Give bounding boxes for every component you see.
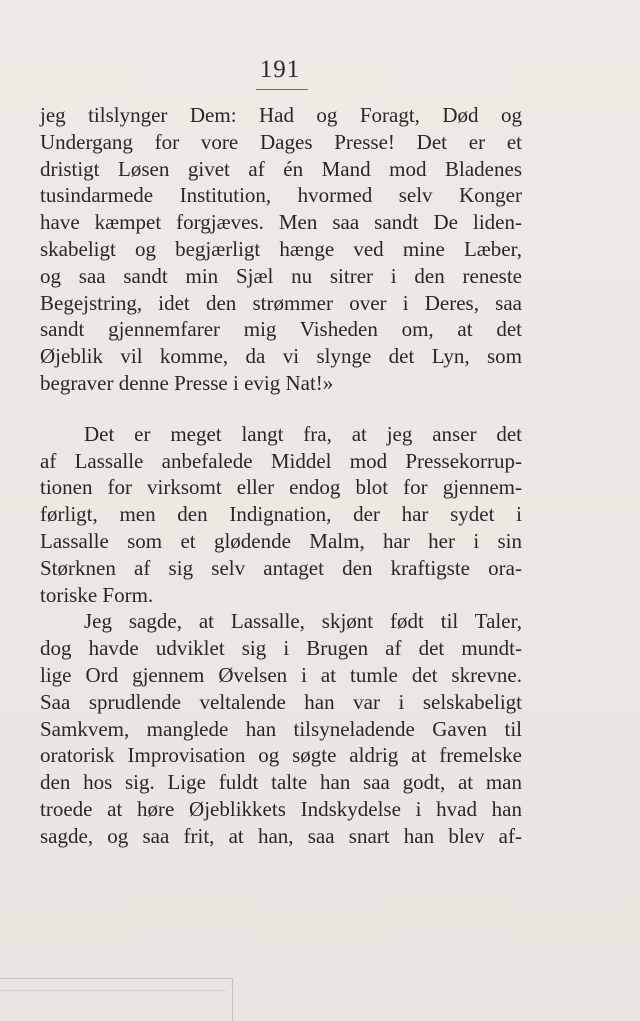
text-line: dristigt Løsen givet af én Mand mod Bladenes (40, 156, 522, 181)
text-line: Øjeblik vil komme, da vi slynge det Lyn, som (40, 344, 522, 369)
text-line: Undergang for vore Dages Presse! Det er et (40, 129, 522, 154)
body-text (40, 102, 522, 850)
text-line: Jeg sagde, at Lassalle, skjønt født til Taler, (84, 609, 522, 634)
text-line: sandt gjennemfarer mig Visheden om, at det (40, 317, 522, 342)
text-line: af Lassalle anbefalede Middel mod Pressekorrup- (40, 448, 522, 473)
text-line: sagde, og saa frit, at han, saa snart han blev af- (40, 823, 522, 848)
text-line: den hos sig. Lige fuldt talte han saa godt, at man (40, 770, 522, 795)
paragraph-2 (40, 421, 522, 609)
page-number-rule (256, 89, 308, 90)
text-line: Lassalle som et glødende Malm, har her i sin (40, 528, 522, 553)
text-line: dog havde udviklet sig i Brugen af det mundt- (40, 636, 522, 661)
paragraph-3 (40, 608, 522, 849)
text-line: lige Ord gjennem Øvelsen i at tumle det skrevne. (40, 662, 522, 687)
text-line: troede at høre Øjeblikkets Indskydelse i hvad han (40, 796, 522, 821)
paper-edge-line (232, 978, 233, 1021)
text-line: tusindarmede Institution, hvormed selv Konger (40, 183, 522, 208)
text-line: Saa sprudlende veltalende han var i selskabeligt (40, 689, 522, 714)
text-line: Størknen af sig selv antaget den kraftigste ora- (40, 555, 522, 580)
text-line: toriske Form. (40, 582, 154, 607)
text-line: Samkvem, manglede han tilsyneladende Gaven til (40, 716, 522, 741)
text-line: Det er meget langt fra, at jeg anser det (84, 421, 522, 446)
text-line: tionen for virksomt eller endog blot for gjennem- (40, 475, 522, 500)
text-line: jeg tilslynger Dem: Had og Foragt, Død og (40, 103, 522, 127)
text-line: oratorisk Improvisation og søgte aldrig at fremelske (40, 743, 522, 768)
paper-edge-line (0, 990, 226, 991)
text-line: have kæmpet forgjæves. Men saa sandt De liden- (40, 210, 522, 235)
text-line: og saa sandt min Sjæl nu sitrer i den reneste (40, 263, 522, 288)
paragraph-1 (40, 102, 522, 397)
paper-edge-line (0, 978, 232, 979)
text-line: begraver denne Presse i evig Nat!» (40, 370, 334, 395)
paragraph-gap (40, 397, 522, 421)
text-line: skabeligt og begjærligt hænge ved mine Læber, (40, 236, 522, 261)
text-line: Begejstring, idet den strømmer over i Deres, saa (40, 290, 522, 315)
page-number: 191 (259, 56, 301, 83)
text-line: førligt, men den Indignation, der har sydet i (40, 502, 522, 527)
